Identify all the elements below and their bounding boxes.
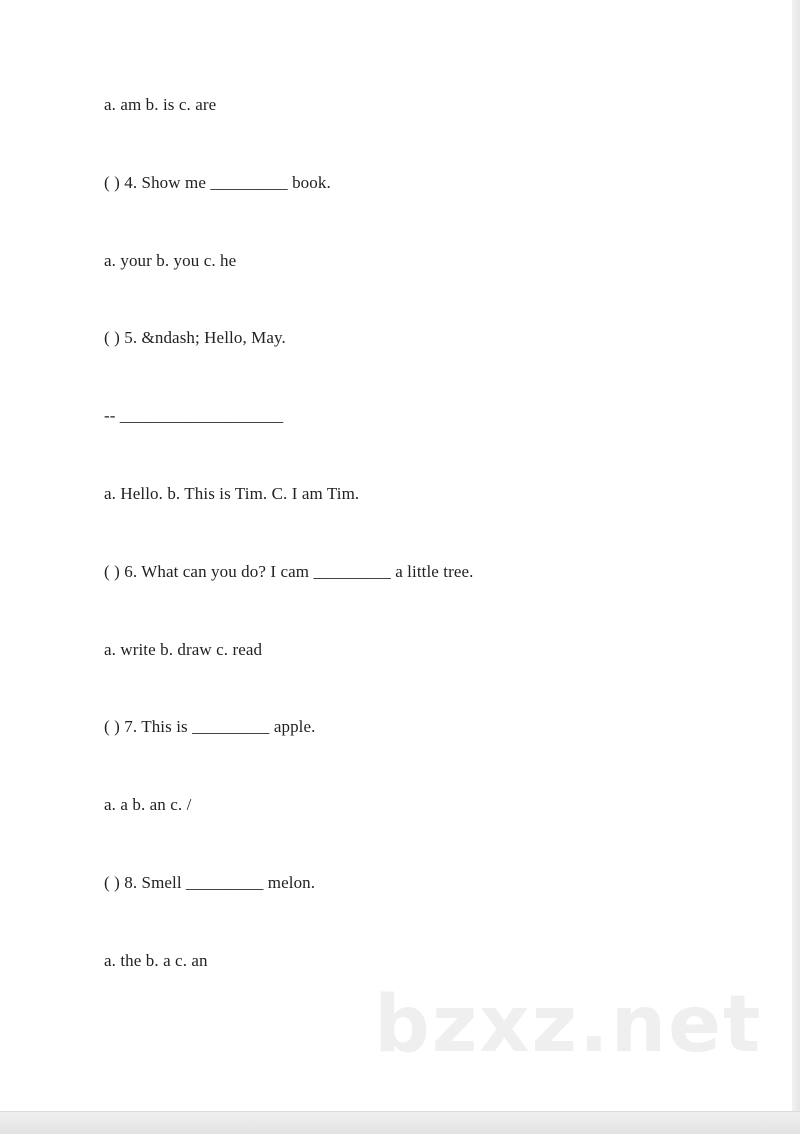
page-bottom-edge	[0, 1111, 800, 1134]
options-q5: a. Hello. b. This is Tim. C. I am Tim.	[104, 484, 360, 503]
question-6: ( ) 6. What can you do? I cam _________ a little tree.	[104, 562, 474, 581]
question-8: ( ) 8. Smell _________ melon.	[104, 873, 316, 892]
question-7: ( ) 7. This is _________ apple.	[104, 717, 316, 736]
options-q7: a. a b. an c. /	[104, 795, 192, 814]
watermark: bzxz.net	[374, 980, 763, 1070]
options-q8: a. the b. a c. an	[104, 951, 208, 970]
question-4: ( ) 4. Show me _________ book.	[104, 173, 331, 192]
options-q3: a. am b. is c. are	[104, 95, 217, 114]
page-right-edge	[792, 0, 800, 1134]
question-5: ( ) 5. &ndash; Hello, May.	[104, 328, 286, 347]
options-q6: a. write b. draw c. read	[104, 640, 263, 659]
options-q4: a. your b. you c. he	[104, 251, 237, 270]
question-5-answer-blank: -- ___________________	[104, 406, 284, 425]
